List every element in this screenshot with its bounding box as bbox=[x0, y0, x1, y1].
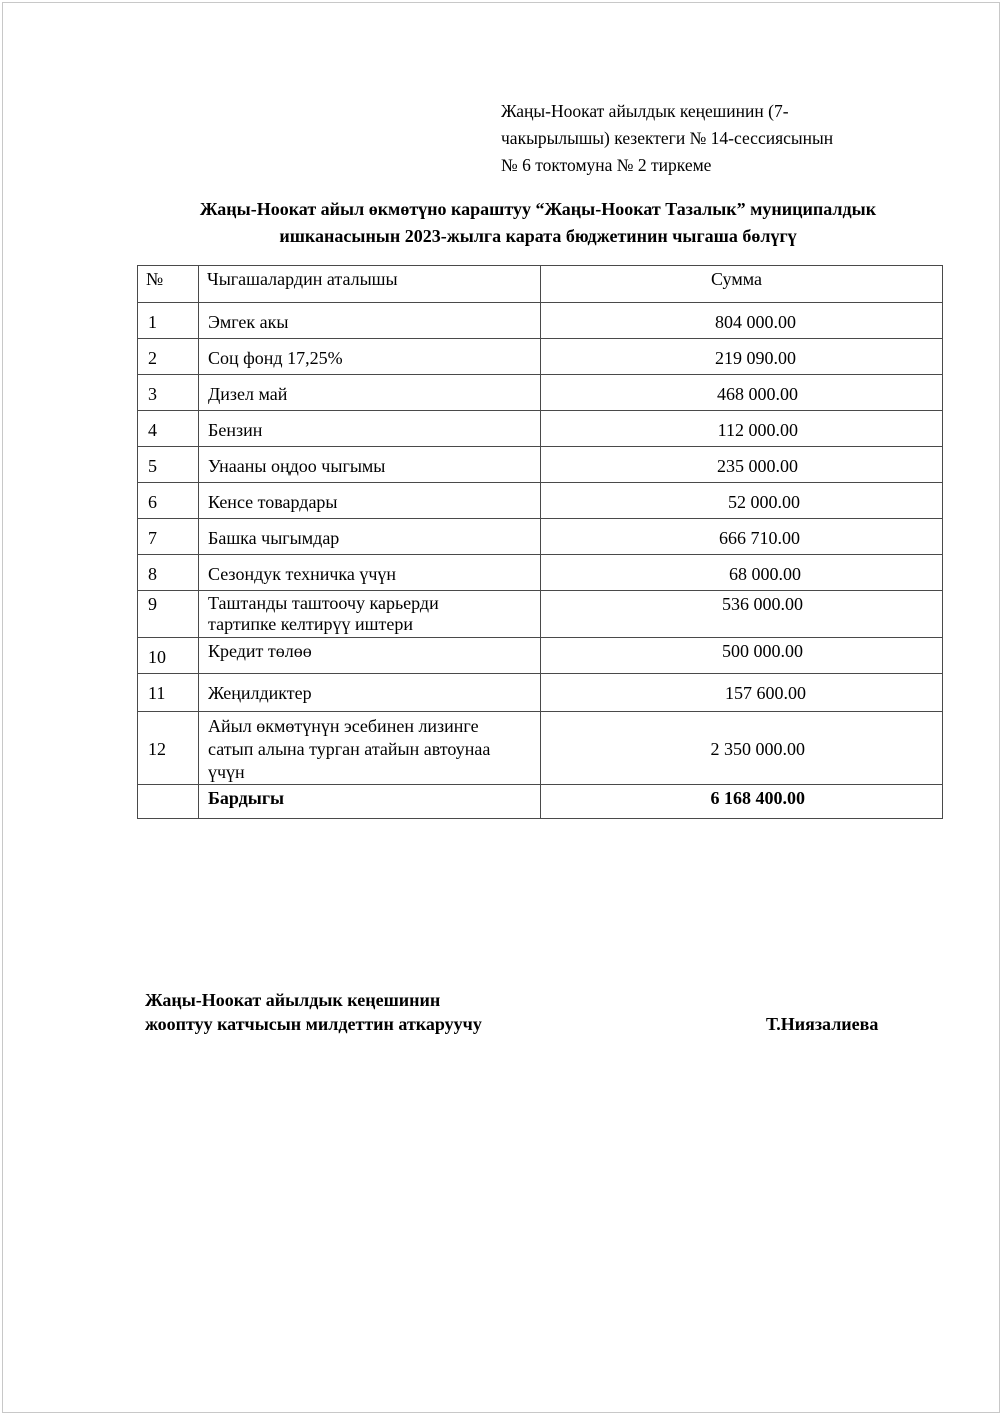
row-num-cell bbox=[138, 638, 199, 674]
row-name-cell bbox=[199, 519, 541, 555]
header-num: № bbox=[146, 269, 164, 289]
row-amount: 666 710.00 bbox=[719, 528, 800, 548]
total-amount: 6 168 400.00 bbox=[710, 788, 805, 808]
row-num-cell bbox=[138, 483, 199, 519]
table-row bbox=[138, 411, 943, 447]
row-num: 1 bbox=[148, 312, 157, 332]
row-name-cell bbox=[199, 591, 541, 638]
header-name: Чыгашалардин аталышы bbox=[207, 269, 398, 289]
annex-line-2: чакырылышы) кезектеги № 14-сессиясынын bbox=[501, 128, 834, 148]
row-amount: 68 000.00 bbox=[729, 564, 801, 584]
row-amount: 804 000.00 bbox=[715, 312, 796, 332]
header-name-cell bbox=[199, 266, 541, 303]
table-header-row bbox=[138, 266, 943, 303]
signatory-name: Т.Ниязалиева bbox=[766, 1014, 879, 1034]
row-name bbox=[199, 712, 540, 784]
annex-line-1: Жаңы-Ноокат айылдык кеңешинин (7- bbox=[501, 101, 789, 121]
row-num-cell bbox=[138, 339, 199, 375]
table-row bbox=[138, 638, 943, 674]
total-label-cell bbox=[199, 785, 541, 819]
row-name-cell bbox=[199, 303, 541, 339]
annex-note bbox=[501, 98, 901, 179]
table-row bbox=[138, 712, 943, 785]
annex-line-3: № 6 токтомуна № 2 тиркеме bbox=[501, 155, 712, 175]
row-num: 12 bbox=[148, 739, 166, 759]
row-name-cell bbox=[199, 712, 541, 785]
row-num: 11 bbox=[148, 683, 166, 703]
row-name: Сезондук техничка үчүн bbox=[208, 564, 397, 584]
row-amount: 157 600.00 bbox=[725, 683, 806, 703]
row-num: 9 bbox=[148, 594, 157, 614]
row-amount: 219 090.00 bbox=[715, 348, 796, 368]
row-num-cell bbox=[138, 555, 199, 591]
row-num: 8 bbox=[148, 564, 157, 584]
row-name: Соц фонд 17,25% bbox=[208, 348, 343, 368]
row-amount: 536 000.00 bbox=[722, 594, 803, 614]
budget-table bbox=[137, 265, 943, 819]
row-num: 6 bbox=[148, 492, 157, 512]
row-name: Башка чыгымдар bbox=[208, 528, 340, 548]
table-row bbox=[138, 483, 943, 519]
row-name-cell bbox=[199, 483, 541, 519]
row-amount-cell bbox=[541, 519, 943, 555]
row-amount-cell bbox=[541, 447, 943, 483]
row-amount-cell bbox=[541, 483, 943, 519]
row-num-cell bbox=[138, 375, 199, 411]
row-num: 10 bbox=[148, 647, 166, 667]
table-row bbox=[138, 339, 943, 375]
title-line-2: ишканасынын 2023-жылга карата бюджетинин чыгаша бөлүгү bbox=[279, 226, 797, 246]
row-name-cell bbox=[199, 447, 541, 483]
row-name-cell bbox=[199, 638, 541, 674]
signature-line-1: Жаңы-Ноокат айылдык кеңешинин bbox=[145, 990, 441, 1010]
row-num-cell bbox=[138, 519, 199, 555]
row-name-line: тартипке келтирүү иштери bbox=[208, 614, 414, 634]
table-row bbox=[138, 375, 943, 411]
row-num: 5 bbox=[148, 456, 157, 476]
row-name: Кредит төлөө bbox=[208, 641, 312, 661]
table-row bbox=[138, 591, 943, 638]
title-line-1: Жаңы-Ноокат айыл өкмөтүно караштуу “Жаңы-Ноокат Тазалык” муниципалдык bbox=[199, 199, 877, 219]
total-num-cell bbox=[138, 785, 199, 819]
row-amount-cell bbox=[541, 555, 943, 591]
row-amount-cell bbox=[541, 638, 943, 674]
row-amount-cell bbox=[541, 303, 943, 339]
table-row bbox=[138, 303, 943, 339]
row-num: 4 bbox=[148, 420, 157, 440]
row-name-line: Айыл өкмөтүнүн эсебинен лизинге bbox=[208, 716, 479, 736]
table-total-row bbox=[138, 785, 943, 819]
row-amount: 112 000.00 bbox=[717, 420, 798, 440]
row-name-cell bbox=[199, 411, 541, 447]
row-num-cell bbox=[138, 591, 199, 638]
row-name-cell bbox=[199, 339, 541, 375]
row-name: Кенсе товардары bbox=[208, 492, 338, 512]
total-label: Бардыгы bbox=[208, 788, 285, 808]
row-name-line: Таштанды таштоочу карьерди bbox=[208, 593, 439, 613]
header-num-cell bbox=[138, 266, 199, 303]
row-num-cell bbox=[138, 447, 199, 483]
row-num-cell bbox=[138, 674, 199, 712]
row-amount: 52 000.00 bbox=[728, 492, 800, 512]
row-amount-cell bbox=[541, 411, 943, 447]
row-name-line: сатып алына турган атайын автоунаа bbox=[208, 739, 491, 759]
row-amount-cell bbox=[541, 591, 943, 638]
row-name-cell bbox=[199, 375, 541, 411]
row-amount-cell bbox=[541, 375, 943, 411]
row-name: Дизел май bbox=[208, 384, 288, 404]
row-amount: 2 350 000.00 bbox=[710, 739, 805, 759]
header-amount-cell bbox=[541, 266, 943, 303]
table-row bbox=[138, 555, 943, 591]
row-name: Бензин bbox=[208, 420, 263, 440]
row-name-cell bbox=[199, 555, 541, 591]
row-name-line: үчүн bbox=[208, 762, 245, 782]
document-title bbox=[120, 196, 956, 250]
table-row bbox=[138, 674, 943, 712]
total-amount-cell bbox=[541, 785, 943, 819]
row-num: 2 bbox=[148, 348, 157, 368]
row-name-cell bbox=[199, 674, 541, 712]
row-amount-cell bbox=[541, 674, 943, 712]
table-row bbox=[138, 447, 943, 483]
row-num: 7 bbox=[148, 528, 157, 548]
row-amount: 468 000.00 bbox=[717, 384, 798, 404]
signature-line-2: жооптуу катчысын милдеттин аткаруучу bbox=[145, 1014, 482, 1034]
row-num-cell bbox=[138, 712, 199, 785]
row-amount: 235 000.00 bbox=[717, 456, 798, 476]
header-amount: Сумма bbox=[711, 269, 762, 289]
row-num-cell bbox=[138, 303, 199, 339]
row-amount-cell bbox=[541, 712, 943, 785]
table-row bbox=[138, 519, 943, 555]
row-name: Эмгек акы bbox=[208, 312, 289, 332]
row-name: Унааны оңдоо чыгымы bbox=[208, 456, 386, 476]
row-amount: 500 000.00 bbox=[722, 641, 803, 661]
row-name: Жеңилдиктер bbox=[208, 683, 312, 703]
row-num-cell bbox=[138, 411, 199, 447]
row-amount-cell bbox=[541, 339, 943, 375]
row-name bbox=[199, 591, 540, 635]
row-num: 3 bbox=[148, 384, 157, 404]
